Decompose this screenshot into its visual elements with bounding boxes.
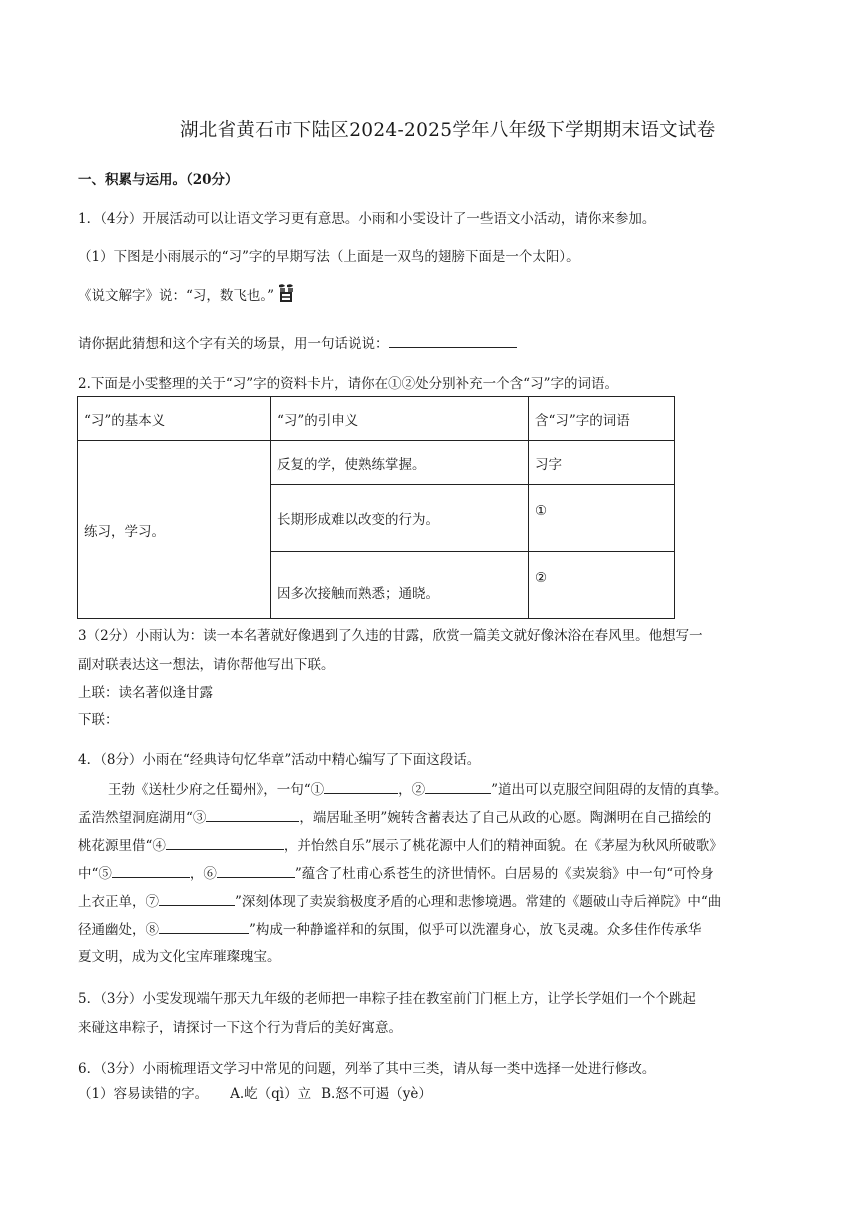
q3-lower-couplet[interactable]: 下联： [78, 712, 119, 728]
basic-meaning-cell: 练习，学习。 [78, 441, 271, 619]
q4-text: 中“⑤ [78, 866, 112, 882]
blank-8[interactable] [159, 919, 249, 934]
q4-text: 径通幽处，⑧ [78, 922, 159, 938]
q4-para-line2 [78, 807, 711, 828]
q4-text: ”道出可以克服空间阻碍的友情的真挚。 [491, 782, 728, 798]
q4-para-line6 [78, 919, 701, 940]
q5-line2: 来碰这串粽子，请探讨一下这个行为背后的美好寓意。 [78, 1020, 402, 1036]
q1-ask-text: 请你据此猜想和这个字有关的场景，用一句话说说： [78, 336, 389, 352]
section-heading: 一、积累与运用。（20分） [78, 172, 239, 188]
q6-option-b: B.怒不可遏（yè） [321, 1086, 432, 1102]
q3-line2: 副对联表达这一想法，请你帮他写出下联。 [78, 657, 335, 673]
q3-line1: 3（2分）小雨认为：读一本名著就好像遇到了久违的甘露，欣赏一篇美文就好像沐浴在春风里。他想写一 [78, 628, 703, 644]
q4-para-line7: 夏文明，成为文化宝库璀璨瑰宝。 [78, 949, 281, 965]
blank-1[interactable] [324, 779, 398, 794]
q4-text: ，② [398, 782, 426, 798]
q4-para-line5 [78, 891, 721, 912]
word-row-1: 习字 [529, 441, 675, 485]
q1-shuowen [78, 282, 296, 306]
blank-6[interactable] [217, 863, 295, 878]
page-title: 湖北省黄石市下陆区2024-2025学年八年级下学期期末语文试卷 [180, 120, 716, 141]
word-row-2-blank[interactable]: ① [529, 485, 675, 552]
q3-upper-couplet: 上联：读名著似逢甘露 [78, 685, 213, 701]
meaning-row-2: 长期形成难以改变的行为。 [271, 485, 529, 552]
q1-ask [78, 333, 517, 354]
blank-7[interactable] [159, 891, 235, 906]
q4-text: ”构成一种静谧祥和的氛围，似乎可以洗濯身心，放飞灵魂。众多佳作传承华 [249, 922, 702, 938]
blank-3[interactable] [206, 807, 299, 822]
q4-para-line1 [108, 779, 728, 800]
q4-para-line4 [78, 863, 714, 884]
q4-text: ”深刻体现了卖炭翁极度矛盾的心理和悲惨境遇。常建的《题破山寺后禅院》中“曲 [235, 894, 722, 910]
q1-intro: 1．（4分）开展活动可以让语文学习更有意思。小雨和小雯设计了一些语文小活动，请你来参加。 [78, 211, 656, 227]
header-extended: “习”的引申义 [271, 397, 529, 441]
q4-para-line3 [78, 835, 723, 856]
q1-shuowen-text: 《说文解字》说：“习，数飞也。” [78, 288, 275, 304]
blank-5[interactable] [112, 863, 190, 878]
blank-2[interactable] [425, 779, 491, 794]
q4-intro: 4．（8分）小雨在“经典诗句忆华章”活动中精心编写了下面这段话。 [78, 752, 481, 768]
q4-text: ，⑥ [189, 866, 217, 882]
header-words: 含“习”字的词语 [529, 397, 675, 441]
meaning-row-1: 反复的学，使熟练掌握。 [271, 441, 529, 485]
q2-intro: 2.下面是小雯整理的关于“习”字的资料卡片，请你在①②处分别补充一个含“习”字的词语。 [78, 376, 618, 392]
q6-intro: 6．（3分）小雨梳理语文学习中常见的问题，列举了其中三类，请从每一类中选择一处进行修改。 [78, 1061, 656, 1077]
q4-text: ”蕴含了杜甫心系苍生的济世情怀。白居易的《卖炭翁》中一句“可怜身 [294, 866, 714, 882]
q4-text: ，并怡然自乐”展示了桃花源中人们的精神面貌。在《茅屋为秋风所破歌》 [283, 838, 723, 854]
q4-text: 王勃《送杜少府之任蜀州》，一句“① [108, 782, 325, 798]
blank-4[interactable] [166, 835, 284, 850]
word-row-3-blank[interactable]: ② [529, 552, 675, 619]
q4-text: 孟浩然望洞庭湖用“③ [78, 810, 207, 826]
meaning-row-3: 因多次接触而熟悉；通晓。 [271, 552, 529, 619]
q5-line1: 5．（3分）小雯发现端午那天九年级的老师把一串粽子挂在教室前门门框上方，让学长学姐们一个个跳起 [78, 991, 696, 1007]
q6-option-a: A.屹（qì）立 [230, 1086, 312, 1102]
ancient-xi-glyph-icon [276, 282, 296, 304]
answer-blank[interactable] [389, 333, 517, 348]
header-basic: “习”的基本义 [78, 397, 271, 441]
q4-text: 上衣正单，⑦ [78, 894, 159, 910]
q4-text: ，端居耻圣明”婉转含蓄表达了自己从政的心愿。陶渊明在自己描绘的 [299, 810, 712, 826]
q1-sub1: （1）下图是小雨展示的“习”字的早期写法（上面是一双鸟的翅膀下面是一个太阳）。 [78, 249, 580, 265]
q6-sub1-label: （1）容易读错的字。 [78, 1086, 209, 1102]
q4-text: 桃花源里借“④ [78, 838, 166, 854]
xi-info-card-table [77, 396, 675, 619]
q6-sub1 [78, 1084, 432, 1104]
